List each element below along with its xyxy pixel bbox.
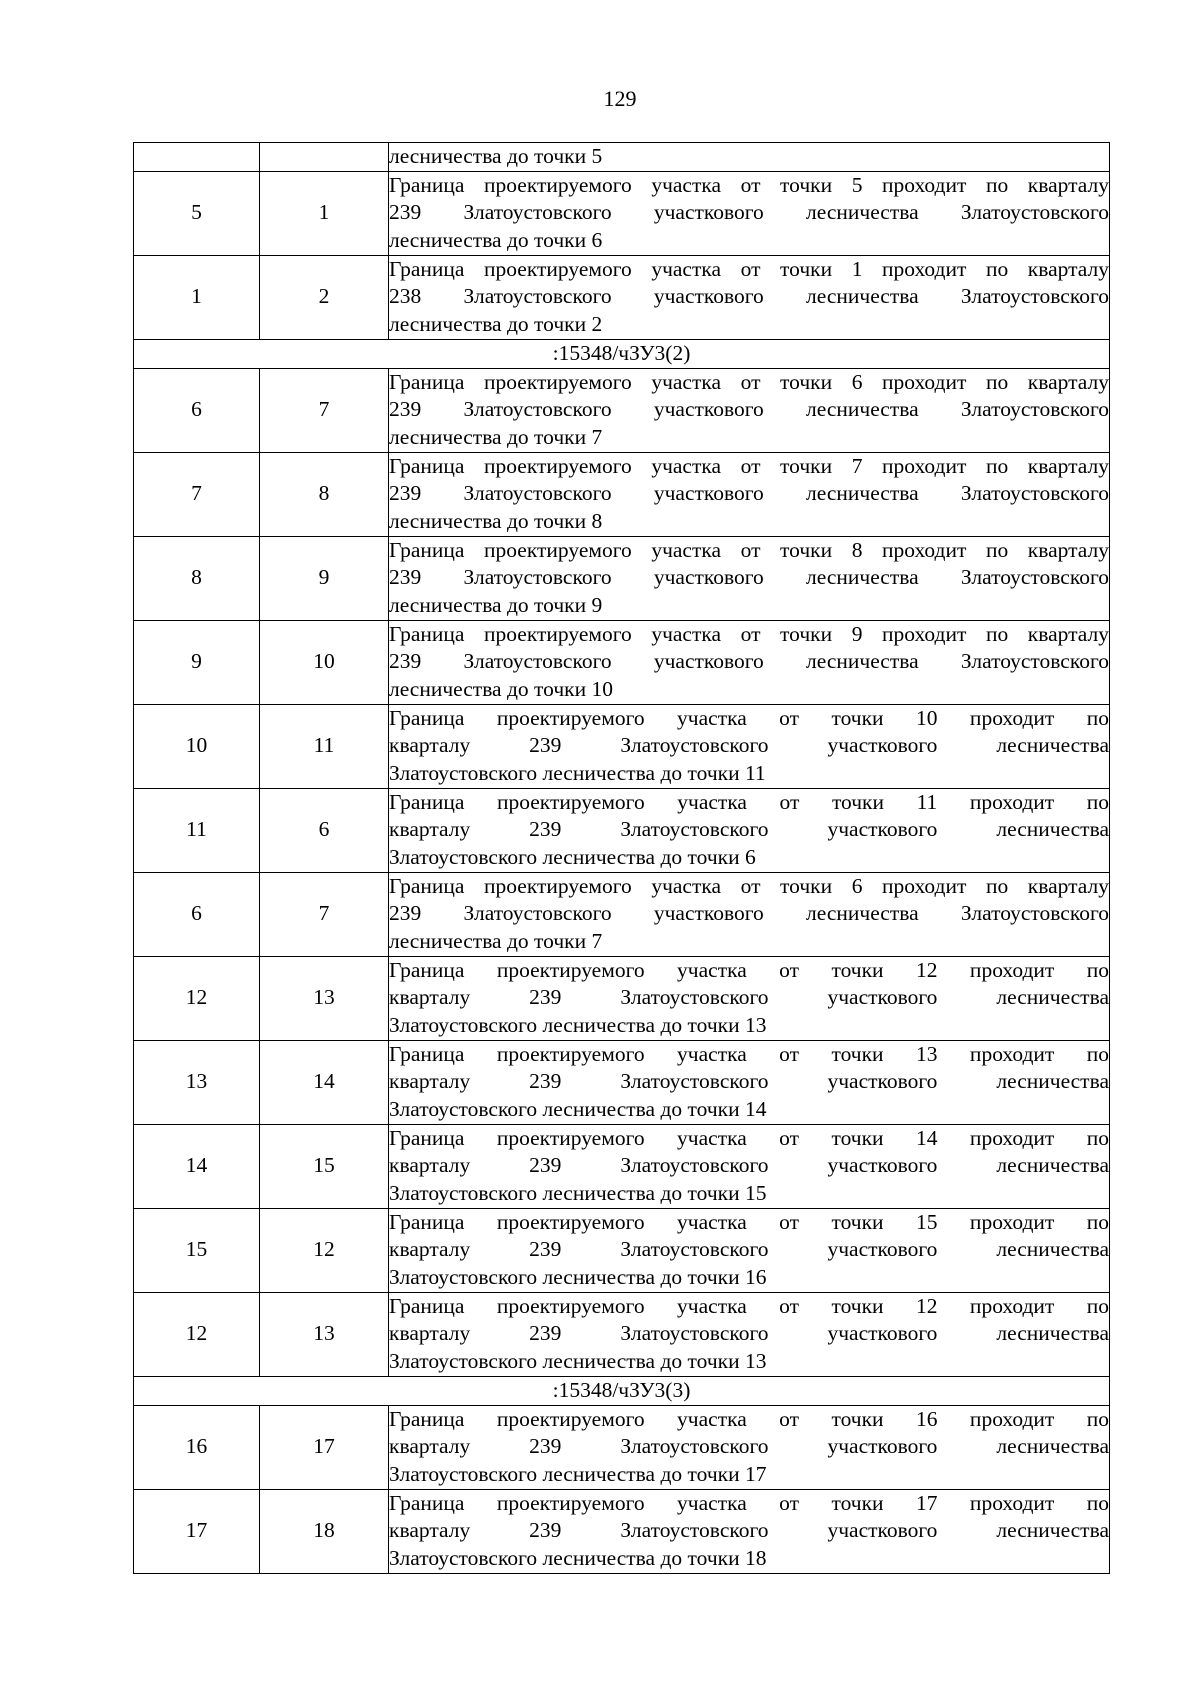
- description-line: лесничества до точки 6: [389, 227, 603, 252]
- to-point-cell: 10: [260, 620, 389, 704]
- description-line: кварталу 239 Златоустовского участкового лесничества: [389, 1069, 1109, 1094]
- section-label: :15348/чЗУ3(3): [134, 1376, 1110, 1405]
- description-line: Граница проектируемого участка от точки 15 проходит по: [389, 1209, 1109, 1234]
- to-point-cell: 13: [260, 1292, 389, 1376]
- table-row: [134, 956, 1110, 1040]
- description-line: Граница проектируемого участка от точки 13 проходит по: [389, 1041, 1109, 1066]
- from-point-cell: 13: [134, 1040, 260, 1124]
- description-line: Граница проектируемого участка от точки 16 проходит по: [389, 1406, 1109, 1431]
- boundary-description-cell: [389, 620, 1110, 704]
- description-line: Граница проектируемого участка от точки 9 проходит по кварталу: [389, 621, 1109, 646]
- boundary-description-cell: [389, 872, 1110, 956]
- to-point-cell: 18: [260, 1489, 389, 1573]
- description-line: Граница проектируемого участка от точки 7 проходит по кварталу: [389, 453, 1109, 478]
- to-point-cell: 2: [260, 255, 389, 339]
- table-row: [134, 368, 1110, 452]
- to-point-cell: 6: [260, 788, 389, 872]
- to-point-cell: 9: [260, 536, 389, 620]
- description-line: Граница проектируемого участка от точки 14 проходит по: [389, 1125, 1109, 1150]
- table-row: [134, 620, 1110, 704]
- description-line: лесничества до точки 8: [389, 508, 603, 533]
- from-point-cell: 16: [134, 1405, 260, 1489]
- to-point-cell: 15: [260, 1124, 389, 1208]
- description-line: Граница проектируемого участка от точки 10 проходит по: [389, 705, 1109, 730]
- description-line: лесничества до точки 7: [389, 928, 603, 953]
- description-line: 239 Златоустовского участкового лесничества Златоустовского: [389, 397, 1109, 422]
- boundary-description-table: [133, 142, 1110, 1574]
- description-line: кварталу 239 Златоустовского участкового лесничества: [389, 1237, 1109, 1262]
- boundary-description-cell: [389, 788, 1110, 872]
- table-row: [134, 1292, 1110, 1376]
- to-point-cell: 14: [260, 1040, 389, 1124]
- section-header-row: [134, 339, 1110, 368]
- to-point-cell: 8: [260, 452, 389, 536]
- boundary-description-cell: [389, 1292, 1110, 1376]
- description-line: кварталу 239 Златоустовского участкового лесничества: [389, 1321, 1109, 1346]
- description-line: Граница проектируемого участка от точки 12 проходит по: [389, 1293, 1109, 1318]
- description-line: лесничества до точки 5: [389, 144, 603, 168]
- description-line: Златоустовского лесничества до точки 17: [389, 1461, 767, 1486]
- description-line: кварталу 239 Златоустовского участкового лесничества: [389, 1434, 1109, 1459]
- to-point-cell: 17: [260, 1405, 389, 1489]
- from-point-cell: 7: [134, 452, 260, 536]
- to-point-cell: 1: [260, 171, 389, 255]
- table-row: [134, 872, 1110, 956]
- description-line: 239 Златоустовского участкового лесничества Златоустовского: [389, 200, 1109, 225]
- table-row: [134, 452, 1110, 536]
- description-line: 239 Златоустовского участкового лесничества Златоустовского: [389, 649, 1109, 674]
- to-point-cell: [260, 143, 389, 172]
- to-point-cell: 7: [260, 872, 389, 956]
- from-point-cell: 8: [134, 536, 260, 620]
- boundary-description-cell: [389, 171, 1110, 255]
- description-line: 238 Златоустовского участкового лесничества Златоустовского: [389, 284, 1109, 309]
- from-point-cell: 9: [134, 620, 260, 704]
- to-point-cell: 11: [260, 704, 389, 788]
- boundary-description-cell: [389, 956, 1110, 1040]
- boundary-description-cell: [389, 1405, 1110, 1489]
- description-line: Златоустовского лесничества до точки 14: [389, 1096, 767, 1121]
- from-point-cell: 17: [134, 1489, 260, 1573]
- description-line: лесничества до точки 2: [389, 311, 603, 336]
- boundary-description-cell: [389, 368, 1110, 452]
- description-line: лесничества до точки 9: [389, 592, 603, 617]
- boundary-description-cell: [389, 704, 1110, 788]
- description-line: Граница проектируемого участка от точки 5 проходит по кварталу: [389, 172, 1109, 197]
- table-row: [134, 1040, 1110, 1124]
- from-point-cell: 12: [134, 1292, 260, 1376]
- table-row: [134, 788, 1110, 872]
- table-row: [134, 171, 1110, 255]
- boundary-description-cell: [389, 452, 1110, 536]
- description-line: кварталу 239 Златоустовского участкового лесничества: [389, 985, 1109, 1010]
- table-row: [134, 255, 1110, 339]
- to-point-cell: 13: [260, 956, 389, 1040]
- description-line: 239 Златоустовского участкового лесничества Златоустовского: [389, 565, 1109, 590]
- from-point-cell: 1: [134, 255, 260, 339]
- table-row: [134, 1489, 1110, 1573]
- description-line: Граница проектируемого участка от точки 6 проходит по кварталу: [389, 369, 1109, 394]
- boundary-description-cell: [389, 143, 1110, 172]
- description-line: Граница проектируемого участка от точки 6 проходит по кварталу: [389, 873, 1109, 898]
- section-label: :15348/чЗУ3(2): [134, 339, 1110, 368]
- description-line: 239 Златоустовского участкового лесничества Златоустовского: [389, 901, 1109, 926]
- description-line: лесничества до точки 10: [389, 676, 613, 701]
- description-line: Златоустовского лесничества до точки 13: [389, 1012, 767, 1037]
- from-point-cell: 11: [134, 788, 260, 872]
- to-point-cell: 12: [260, 1208, 389, 1292]
- from-point-cell: 6: [134, 872, 260, 956]
- description-line: кварталу 239 Златоустовского участкового лесничества: [389, 733, 1109, 758]
- table-body: [134, 143, 1110, 1574]
- table-row: [134, 536, 1110, 620]
- description-line: кварталу 239 Златоустовского участкового лесничества: [389, 817, 1109, 842]
- boundary-description-cell: [389, 1040, 1110, 1124]
- from-point-cell: 12: [134, 956, 260, 1040]
- description-line: Граница проектируемого участка от точки 8 проходит по кварталу: [389, 537, 1109, 562]
- description-line: кварталу 239 Златоустовского участкового лесничества: [389, 1153, 1109, 1178]
- description-line: Златоустовского лесничества до точки 18: [389, 1545, 767, 1570]
- from-point-cell: 15: [134, 1208, 260, 1292]
- description-line: лесничества до точки 7: [389, 424, 603, 449]
- description-line: Граница проектируемого участка от точки 1 проходит по кварталу: [389, 256, 1109, 281]
- table-row: [134, 1208, 1110, 1292]
- description-line: Златоустовского лесничества до точки 16: [389, 1264, 767, 1289]
- table-row: [134, 1124, 1110, 1208]
- boundary-description-cell: [389, 255, 1110, 339]
- to-point-cell: 7: [260, 368, 389, 452]
- description-line: Граница проектируемого участка от точки 11 проходит по: [389, 789, 1109, 814]
- boundary-description-cell: [389, 536, 1110, 620]
- description-line: Златоустовского лесничества до точки 11: [389, 760, 766, 785]
- from-point-cell: 14: [134, 1124, 260, 1208]
- description-line: Граница проектируемого участка от точки 17 проходит по: [389, 1490, 1109, 1515]
- boundary-description-cell: [389, 1124, 1110, 1208]
- from-point-cell: 10: [134, 704, 260, 788]
- description-line: Златоустовского лесничества до точки 15: [389, 1180, 767, 1205]
- table-row: [134, 1405, 1110, 1489]
- description-line: Граница проектируемого участка от точки 12 проходит по: [389, 957, 1109, 982]
- description-line: 239 Златоустовского участкового лесничества Златоустовского: [389, 481, 1109, 506]
- section-header-row: [134, 1376, 1110, 1405]
- description-line: Златоустовского лесничества до точки 6: [389, 844, 756, 869]
- from-point-cell: 5: [134, 171, 260, 255]
- page-number: 129: [603, 86, 637, 111]
- boundary-description-cell: [389, 1208, 1110, 1292]
- table-row: [134, 143, 1110, 172]
- description-line: кварталу 239 Златоустовского участкового лесничества: [389, 1518, 1109, 1543]
- description-line: Златоустовского лесничества до точки 13: [389, 1348, 767, 1373]
- from-point-cell: 6: [134, 368, 260, 452]
- boundary-description-cell: [389, 1489, 1110, 1573]
- from-point-cell: [134, 143, 260, 172]
- table-row: [134, 704, 1110, 788]
